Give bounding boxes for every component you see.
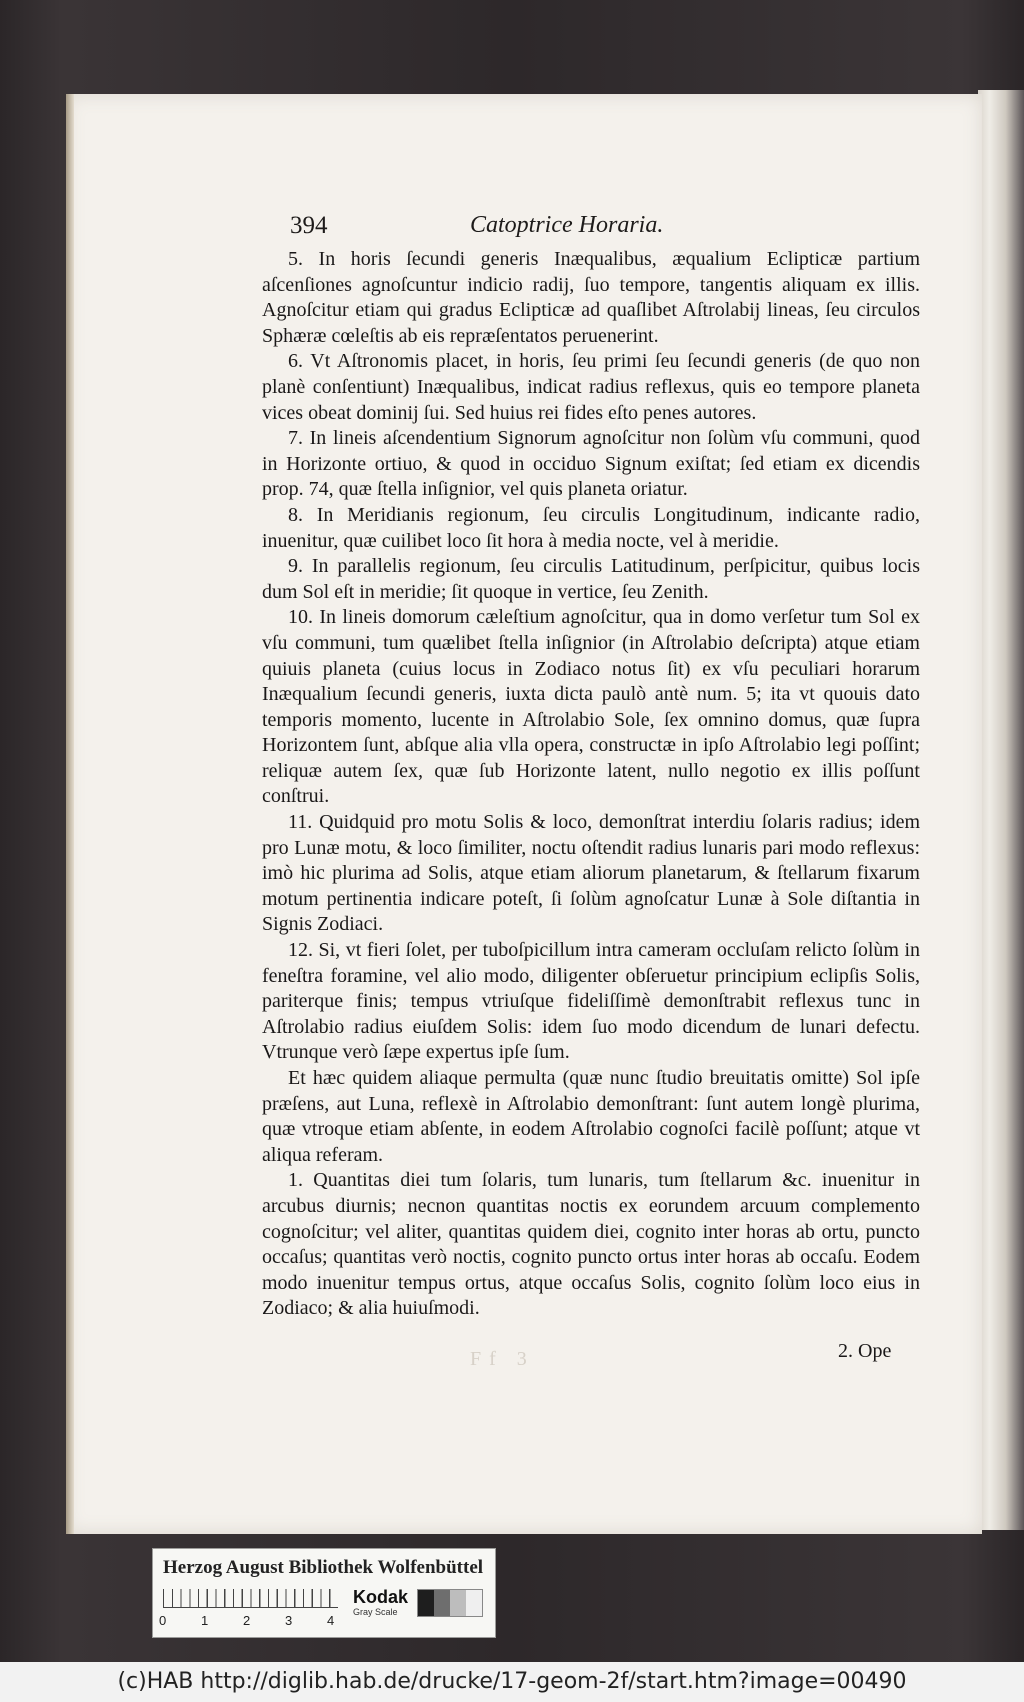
library-name: Herzog August Bibliothek Wolfenbüttel <box>163 1557 484 1578</box>
ruler-number: 1 <box>201 1613 209 1628</box>
swatch <box>418 1590 434 1616</box>
catchword: 2. Ope <box>838 1340 892 1362</box>
gray-scale-label: Gray Scale <box>353 1607 398 1617</box>
paragraph: Et hæc quidem aliaque permulta (quæ nunc ſtudio breuitatis omitte) Sol ipſe præſens, aut Luna, reflexè in Aſtrolabio demonſtrant: ſunt autem longè plurima, quæ vtroque etiam abſente, in eodem Aſtrolabio cognoſci facilè poſſunt; atque vt aliqua referam. <box>262 1067 920 1166</box>
paragraph: 1. Quantitas diei tum ſolaris, tum lunaris, tum ſtellarum &c. inuenitur in arcubus diurnis; necnon quantitas noctis ex eorundem arcuum complemento cognoſcitur; vel aliter, quantitas quidem diei, cognito inter horas ab ortu, puncto occaſus; quantitas verò noctis, cognito puncto ortus inter horas ab occaſu. Eodem modo inuenitur tempus ortus, atque occaſus Solis, cognito ſolùm loco eius in Zodiaco; & alia huiuſmodi. <box>262 1169 920 1320</box>
copyright-url: (c)HAB http://diglib.hab.de/drucke/17-geom-2f/start.htm?image=00490 <box>117 1669 907 1694</box>
page-number: 394 <box>290 212 328 239</box>
paragraph: 5. In horis ſecundi generis Inæqualibus, æqualium Eclipticæ partium aſcenſiones agnoſcuntur indicio radij, ſuo tempore, tangentis aliquam ex illis. Agnoſcitur etiam qui gradus Eclipticæ ad quaſlibet Aſtrolabij lineas, ſeu circulos Sphæræ cœleſtis ab eis repræſentatos peruenerint. <box>262 248 920 347</box>
paragraph: 10. In lineis domorum cæleſtium agnoſcitur, qua in domo verſetur tum Sol ex vſu communi, tum quælibet ſtella inſignior (in Aſtrolabio deſcripta) atque etiam quiuis planeta (cuius locus in Zodiaco notus ſit) ex vſu peculiari horarum Inæqualium ſecundi generis, iuxta dicta paulò antè num. 5; ita vt quouis dato temporis momento, lucente in Aſtrolabio Sole, ſex omnino domus, quæ ſupra Horizontem ſunt, abſque alia vlla opera, constructæ in ipſo Aſtrolabio legi poſſint; reliquæ autem ſex, quæ ſub Horizonte latent, nullo negotio ex illis poſſunt conſtrui. <box>262 606 920 808</box>
swatch <box>450 1590 466 1616</box>
swatch <box>434 1590 450 1616</box>
kodak-logo: Kodak <box>353 1587 409 1607</box>
body-text <box>262 247 920 1322</box>
paragraph: 11. Quidquid pro motu Solis & loco, demonſtrat interdiu ſolaris radius; idem pro Lunæ motu, & loco ſimiliter, noctu oſtendit radius lunaris pari modo reflexus: imò hic plurima ad Solis, atque etiam aliorum planetarum, & ſtellarum fixarum motum pertinentia indicare poteſt, ſi ſolùm agnoſcatur Lunæ à Sole diſtantia in Signis Zodiaci. <box>262 811 920 936</box>
paragraph: 12. Si, vt fieri ſolet, per tuboſpicillum intra cameram occluſam relicto ſolùm in feneſtra foramine, vel alio modo, diligenter obſeruetur principium eclipſis Solis, pariterque finis; tempus vtriuſque fideliſſimè demonſtrabit reflexus tunc in Aſtrolabio radius eiuſdem Solis: idem ſuo modo dicendum de lunari defectu. Vtrunque verò ſæpe expertus ipſe ſum. <box>262 939 920 1064</box>
paragraph: 8. In Meridianis regionum, ſeu circulis Longitudinum, indicante radio, inuenitur, quæ cuilibet loco ſit hora à media nocte, vel à meridie. <box>262 503 920 552</box>
running-head: Catoptrice Horaria. <box>470 212 664 238</box>
book-fore-edge <box>978 90 1024 1530</box>
ruler-number: 0 <box>159 1613 167 1628</box>
paragraph: 7. In lineis aſcendentium Signorum agnoſcitur non ſolùm vſu communi, quod in Horizonte ortiuo, & quod in occiduo Signum exiſtat; ſed etiam ex dicendis prop. 74, quæ ſtella inſignior, vel quis planeta oriatur. <box>262 427 920 501</box>
ruler-number: 2 <box>243 1613 251 1628</box>
color-calibration-card <box>152 1548 496 1638</box>
page-header <box>290 212 890 246</box>
swatch <box>466 1590 482 1616</box>
page-gutter-edge <box>66 94 74 1534</box>
signature-mark: Ff 3 <box>470 1348 535 1370</box>
ruler-number: 3 <box>285 1613 293 1628</box>
gray-swatches <box>417 1589 483 1617</box>
paragraph: 9. In parallelis regionum, ſeu circulis Latitudinum, perſpicitur, quibus locis dum Sol eſt in meridie; ſit quoque in vertice, ſeu Zenith. <box>262 555 920 603</box>
ruler-number: 4 <box>327 1613 335 1628</box>
paragraph: 6. Vt Aſtronomis placet, in horis, ſeu primi ſeu ſecundi generis (de quo non planè conſentiunt) Inæqualibus, indicat radius reflexus, quis eo tempore planeta vices obeat dominij ſui. Sed huius rei fides eſto penes autores. <box>262 350 920 424</box>
footer-bar <box>0 1662 1024 1702</box>
scale-ruler <box>163 1589 338 1608</box>
